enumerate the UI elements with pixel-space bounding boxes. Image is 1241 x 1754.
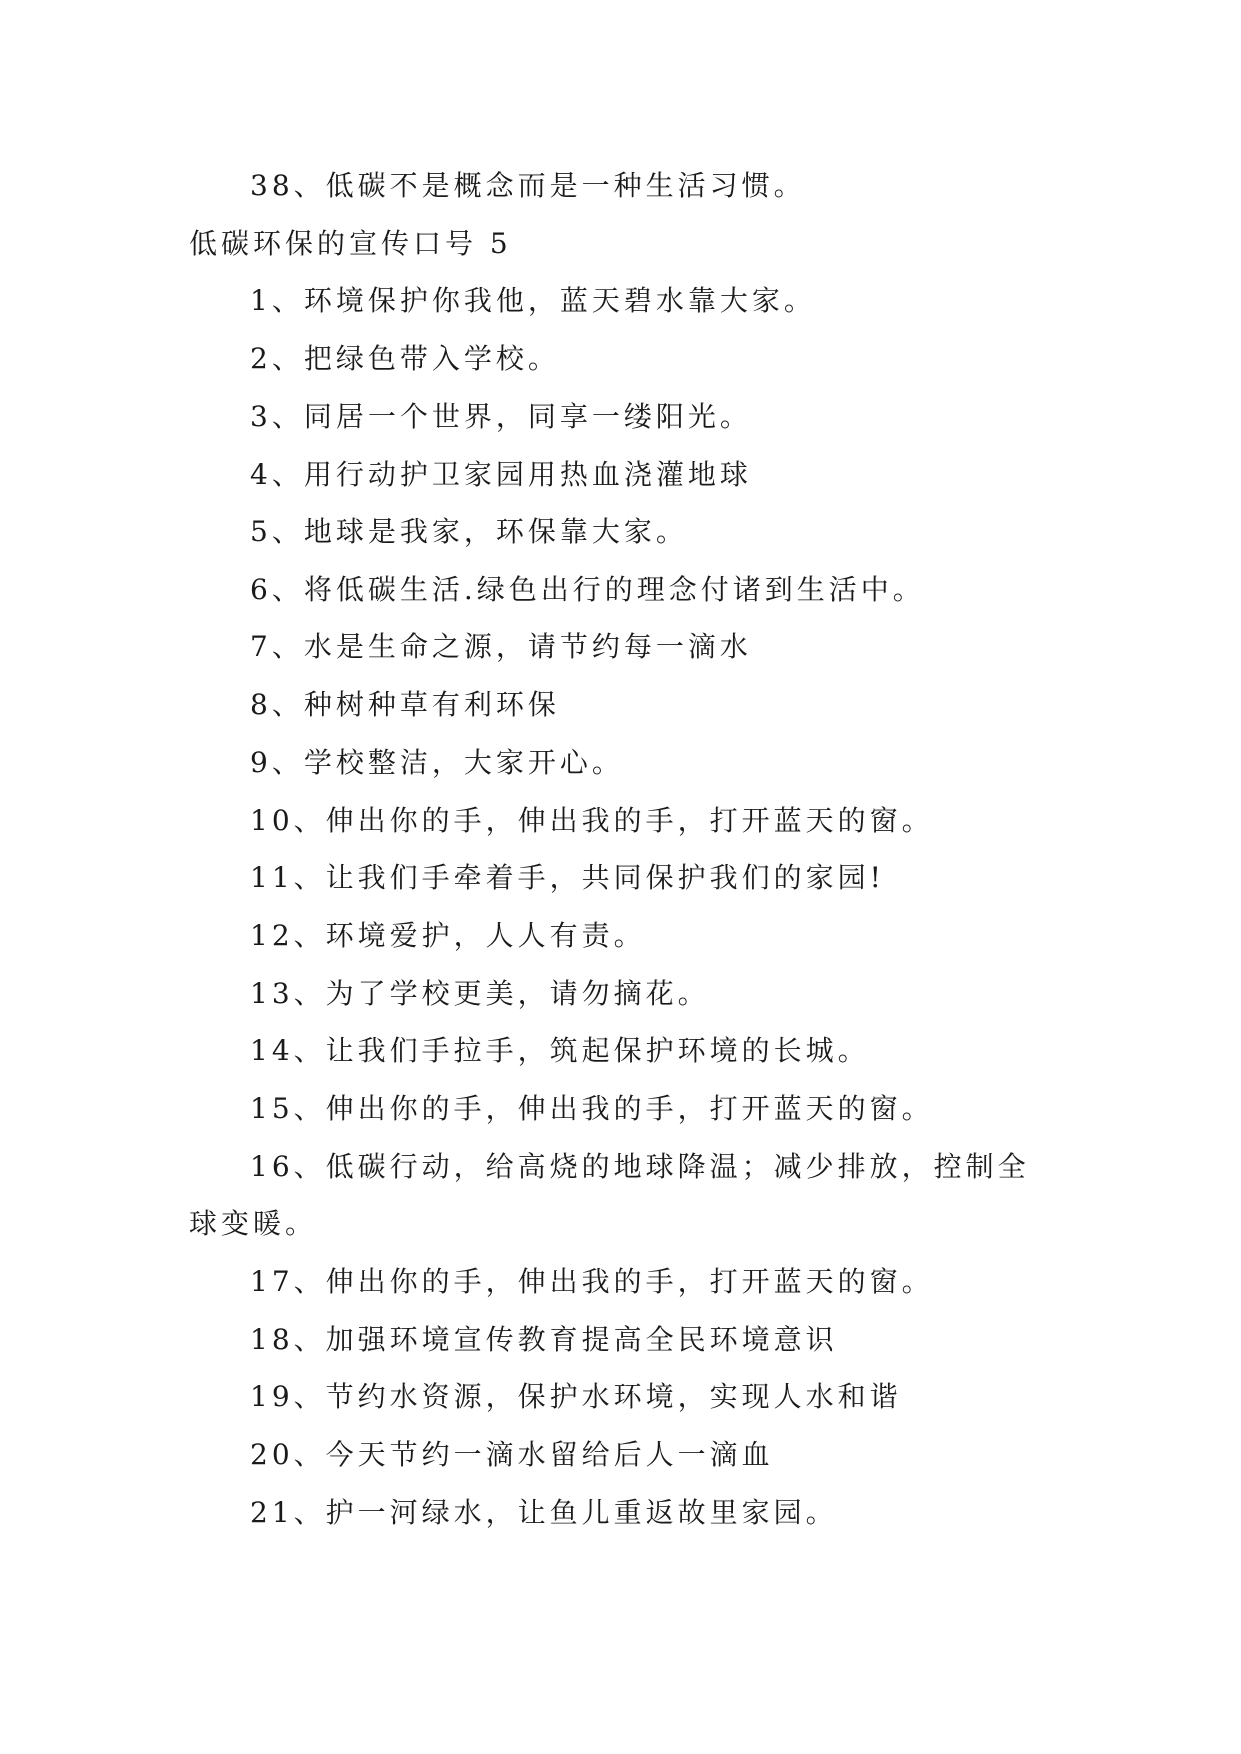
slogan-8: 8、种树种草有利环保 xyxy=(250,688,560,721)
slogan-16: 16、低碳行动，给高烧的地球降温；减少排放，控制全 xyxy=(250,1150,1030,1183)
slogan-18: 18、加强环境宣传教育提高全民环境意识 xyxy=(250,1323,838,1356)
slogan-11: 11、让我们手牵着手，共同保护我们的家园! xyxy=(250,861,885,894)
slogan-10: 10、伸出你的手，伸出我的手，打开蓝天的窗。 xyxy=(250,804,934,837)
slogan-21: 21、护一河绿水，让鱼儿重返故里家园。 xyxy=(250,1496,838,1529)
slogan-13: 13、为了学校更美，请勿摘花。 xyxy=(250,977,710,1010)
slogan-17: 17、伸出你的手，伸出我的手，打开蓝天的窗。 xyxy=(250,1265,934,1298)
slogan-19: 19、节约水资源，保护水环境，实现人水和谐 xyxy=(250,1380,902,1413)
slogan-1: 1、环境保护你我他，蓝天碧水靠大家。 xyxy=(250,284,816,317)
slogan-12: 12、环境爱护，人人有责。 xyxy=(250,919,646,952)
slogan-38: 38、低碳不是概念而是一种生活习惯。 xyxy=(250,169,806,202)
section-heading: 低碳环保的宣传口号 5 xyxy=(189,227,512,260)
slogan-4: 4、用行动护卫家园用热血浇灌地球 xyxy=(250,458,752,491)
slogan-20: 20、今天节约一滴水留给后人一滴血 xyxy=(250,1438,774,1471)
slogan-2: 2、把绿色带入学校。 xyxy=(250,342,560,375)
slogan-5: 5、地球是我家，环保靠大家。 xyxy=(250,515,688,548)
slogan-6: 6、将低碳生活.绿色出行的理念付诸到生活中。 xyxy=(250,573,925,606)
slogan-9: 9、学校整洁，大家开心。 xyxy=(250,746,624,779)
slogan-14: 14、让我们手拉手，筑起保护环境的长城。 xyxy=(250,1034,870,1067)
slogan-7: 7、水是生命之源，请节约每一滴水 xyxy=(250,630,752,663)
slogan-3: 3、同居一个世界，同享一缕阳光。 xyxy=(250,400,752,433)
slogan-16-continuation: 球变暖。 xyxy=(189,1207,318,1240)
slogan-15: 15、伸出你的手，伸出我的手，打开蓝天的窗。 xyxy=(250,1092,934,1125)
